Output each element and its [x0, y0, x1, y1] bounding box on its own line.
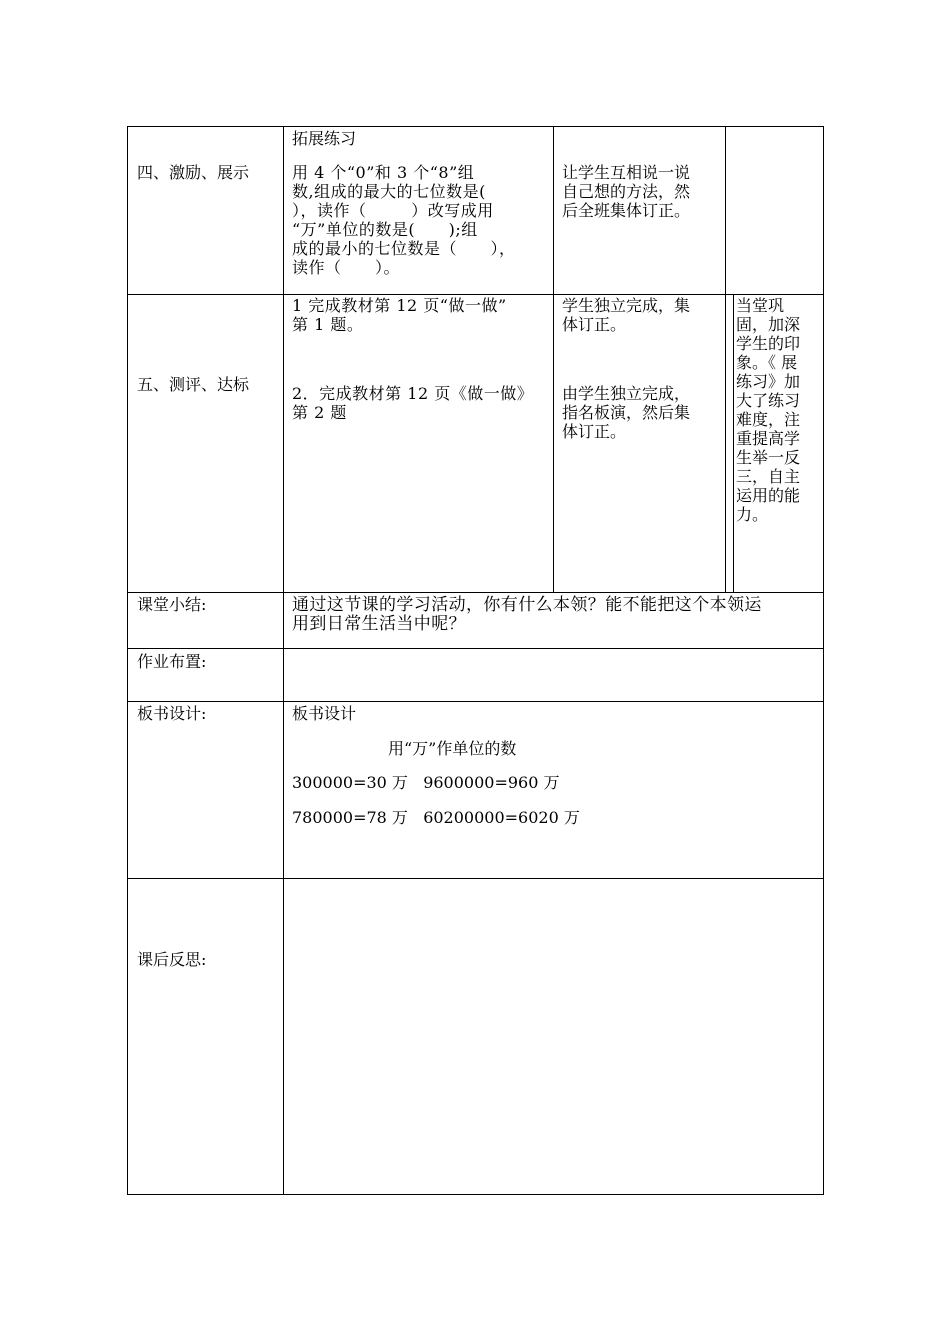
row5-task2-line: 第 2 题 — [292, 403, 347, 422]
row5-intent-line: 运用的能 — [736, 486, 801, 505]
row5-intent-line: 三，自主 — [736, 467, 801, 486]
row5-intent-line: 重提高学 — [736, 429, 801, 448]
row4-intent-cell — [725, 126, 824, 294]
row4-student-line: 让学生互相说一说 — [562, 163, 691, 182]
row4-content-line: 成的最小的七位数是（ ）， — [292, 239, 516, 258]
row5-task2-line: 2．完成教材第 12 页《做一做》 — [292, 384, 534, 403]
row4-stage-cell — [127, 126, 283, 294]
row5-intent-line: 固，加深 — [736, 315, 801, 334]
row5-intent-line: 生举一反 — [736, 448, 801, 467]
board-title: 板书设计 — [292, 704, 357, 723]
row5-intent-line: 象。《 展 — [736, 353, 798, 372]
row5-student1-line: 学生独立完成，集 — [562, 296, 691, 315]
row5-intent-line: 练习》加 — [736, 372, 801, 391]
board-heading: 用“万”作单位的数 — [388, 739, 517, 758]
homework-label: 作业布置: — [137, 652, 207, 671]
row5-intent-line: 难度，注 — [736, 410, 801, 429]
row4-content-line: ），读作（ ）改写成用 — [292, 201, 494, 220]
row4-content-line: 读作（ ）。 — [292, 258, 401, 277]
board-label: 板书设计: — [137, 704, 207, 723]
row5-intent-line: 当堂巩 — [736, 296, 785, 315]
row5-intent-line: 学生的印 — [736, 334, 801, 353]
homework-content-cell — [283, 648, 824, 701]
row5-student2-line: 体订正。 — [562, 422, 627, 441]
row5-student2-line: 由学生独立完成， — [562, 384, 691, 403]
reflection-label: 课后反思: — [137, 950, 207, 969]
row5-intent-line: 力。 — [736, 505, 769, 524]
row4-content-line: 数,组成的最大的七位数是( — [292, 182, 486, 201]
row4-student-line: 后全班集体订正。 — [562, 201, 691, 220]
summary-line: 通过这节课的学习活动，你有什么本领？能不能把这个本领运 — [292, 595, 762, 615]
row5-task1-line: 第 1 题。 — [292, 315, 364, 334]
row4-content-line: “万”单位的数是( );组 — [292, 220, 478, 239]
reflection-label-cell — [127, 878, 283, 1195]
row5-content-cell — [283, 294, 553, 592]
row4-stage-label: 四、激励、展示 — [137, 163, 250, 182]
row5-stage-cell — [127, 294, 283, 592]
board-label-cell — [127, 701, 283, 878]
row5-student2-line: 指名板演，然后集 — [562, 403, 691, 422]
row5-intent-line: 大了练习 — [736, 391, 801, 410]
reflection-content-cell — [283, 878, 824, 1195]
row5-student-cell — [553, 294, 725, 592]
row5-stage-label: 五、测评、达标 — [137, 375, 250, 394]
board-line-2: 780000=78 万 60200000=6020 万 — [292, 808, 580, 827]
summary-label: 课堂小结: — [137, 595, 207, 614]
row5-task1-line: 1 完成教材第 12 页“做一做” — [292, 296, 507, 315]
row4-student-line: 自己想的方法，然 — [562, 182, 691, 201]
row5-student1-line: 体订正。 — [562, 315, 627, 334]
row4-content-line: 用 4 个“0”和 3 个“8”组 — [292, 163, 475, 182]
board-line-1: 300000=30 万 9600000=960 万 — [292, 773, 560, 792]
row4-content-title: 拓展练习 — [292, 129, 357, 148]
summary-line: 用到日常生活当中呢？ — [292, 614, 466, 634]
